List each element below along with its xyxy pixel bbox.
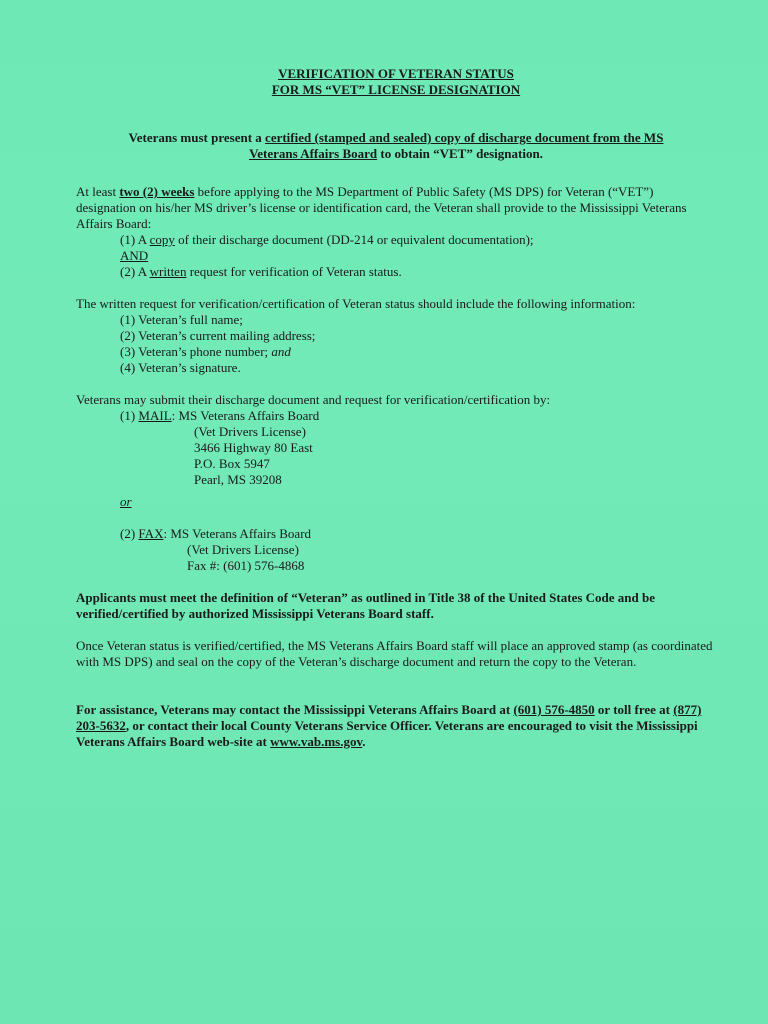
document-title: [76, 66, 716, 98]
phone-link[interactable]: (601) 576-4850: [513, 702, 595, 717]
or-separator: or: [120, 494, 132, 509]
request-info-lead: The written request for verification/certification of Veteran status should include the following information:: [76, 296, 636, 311]
toll-free-link[interactable]: (877) 203-5632: [76, 702, 702, 733]
para1-post: before applying to the MS Department of Public Safety (MS DPS) for Veteran (“VET”) designation on his/her MS driver’s license or identification card, the Veteran shall provide to the Mississippi Veterans Affairs Board:: [76, 184, 687, 231]
info-item-1: (1) Veteran’s full name;: [120, 312, 243, 327]
mail-address-line: (Vet Drivers License): [194, 424, 306, 439]
mail-option: (1) MAIL: MS Veterans Affairs Board: [120, 408, 320, 423]
fax-detail-line: (Vet Drivers License): [187, 542, 299, 557]
mail-address-line: P.O. Box 5947: [194, 456, 270, 471]
info-item-4: (4) Veteran’s signature.: [120, 360, 241, 375]
stamp-paragraph: Once Veteran status is verified/certified, the MS Veterans Affairs Board staff will place an approved stamp (as coordinated with MS DPS) and seal on the copy of the Veteran’s discharge document and return the copy to the Veteran.: [76, 638, 713, 669]
mail-address-line: Pearl, MS 39208: [194, 472, 282, 487]
intro-underlined-1: certified (stamped and sealed) copy of discharge document from the MS: [265, 130, 664, 145]
intro-paragraph: [76, 130, 716, 162]
fax-option: (2) FAX: MS Veterans Affairs Board: [120, 526, 312, 541]
intro-pre: Veterans must present a: [128, 130, 266, 145]
info-item-3: (3) Veteran’s phone number; and: [120, 344, 291, 359]
website-link[interactable]: www.vab.ms.gov: [270, 734, 363, 749]
submit-lead: Veterans may submit their discharge document and request for verification/certification by:: [76, 392, 551, 407]
para1-pre: At least: [76, 184, 120, 199]
para1-bold: two (2) weeks: [119, 184, 195, 199]
fax-detail-line: Fax #: (601) 576-4868: [187, 558, 305, 573]
document-content: [76, 66, 716, 750]
intro-post: to obtain “VET” designation.: [377, 146, 543, 161]
title-line-2: FOR MS “VET” LICENSE DESIGNATION: [271, 82, 521, 97]
info-item-2: (2) Veteran’s current mailing address;: [120, 328, 316, 343]
assistance-paragraph: For assistance, Veterans may contact the Mississippi Veterans Affairs Board at (601) 576-4850 or toll free at (877) 203-5632, or contact their local County Veterans Service Officer. Veterans are encouraged to visit the Mississippi Veterans Affairs Board web-site at www.vab.ms.gov.: [76, 702, 702, 749]
requirement-and: AND: [120, 248, 149, 263]
title-line-1: VERIFICATION OF VETERAN STATUS: [278, 66, 514, 81]
requirement-item-2: (2) A written request for verification of Veteran status.: [120, 264, 402, 279]
mail-address-line: 3466 Highway 80 East: [194, 440, 313, 455]
definition-paragraph: Applicants must meet the definition of “Veteran” as outlined in Title 38 of the United States Code and be verified/certified by authorized Mississippi Veterans Board staff.: [76, 590, 656, 621]
eligibility-paragraph: [76, 184, 716, 232]
intro-underlined-2: Veterans Affairs Board: [249, 146, 378, 161]
requirement-item-1: (1) A copy of their discharge document (DD-214 or equivalent documentation);: [120, 232, 534, 247]
